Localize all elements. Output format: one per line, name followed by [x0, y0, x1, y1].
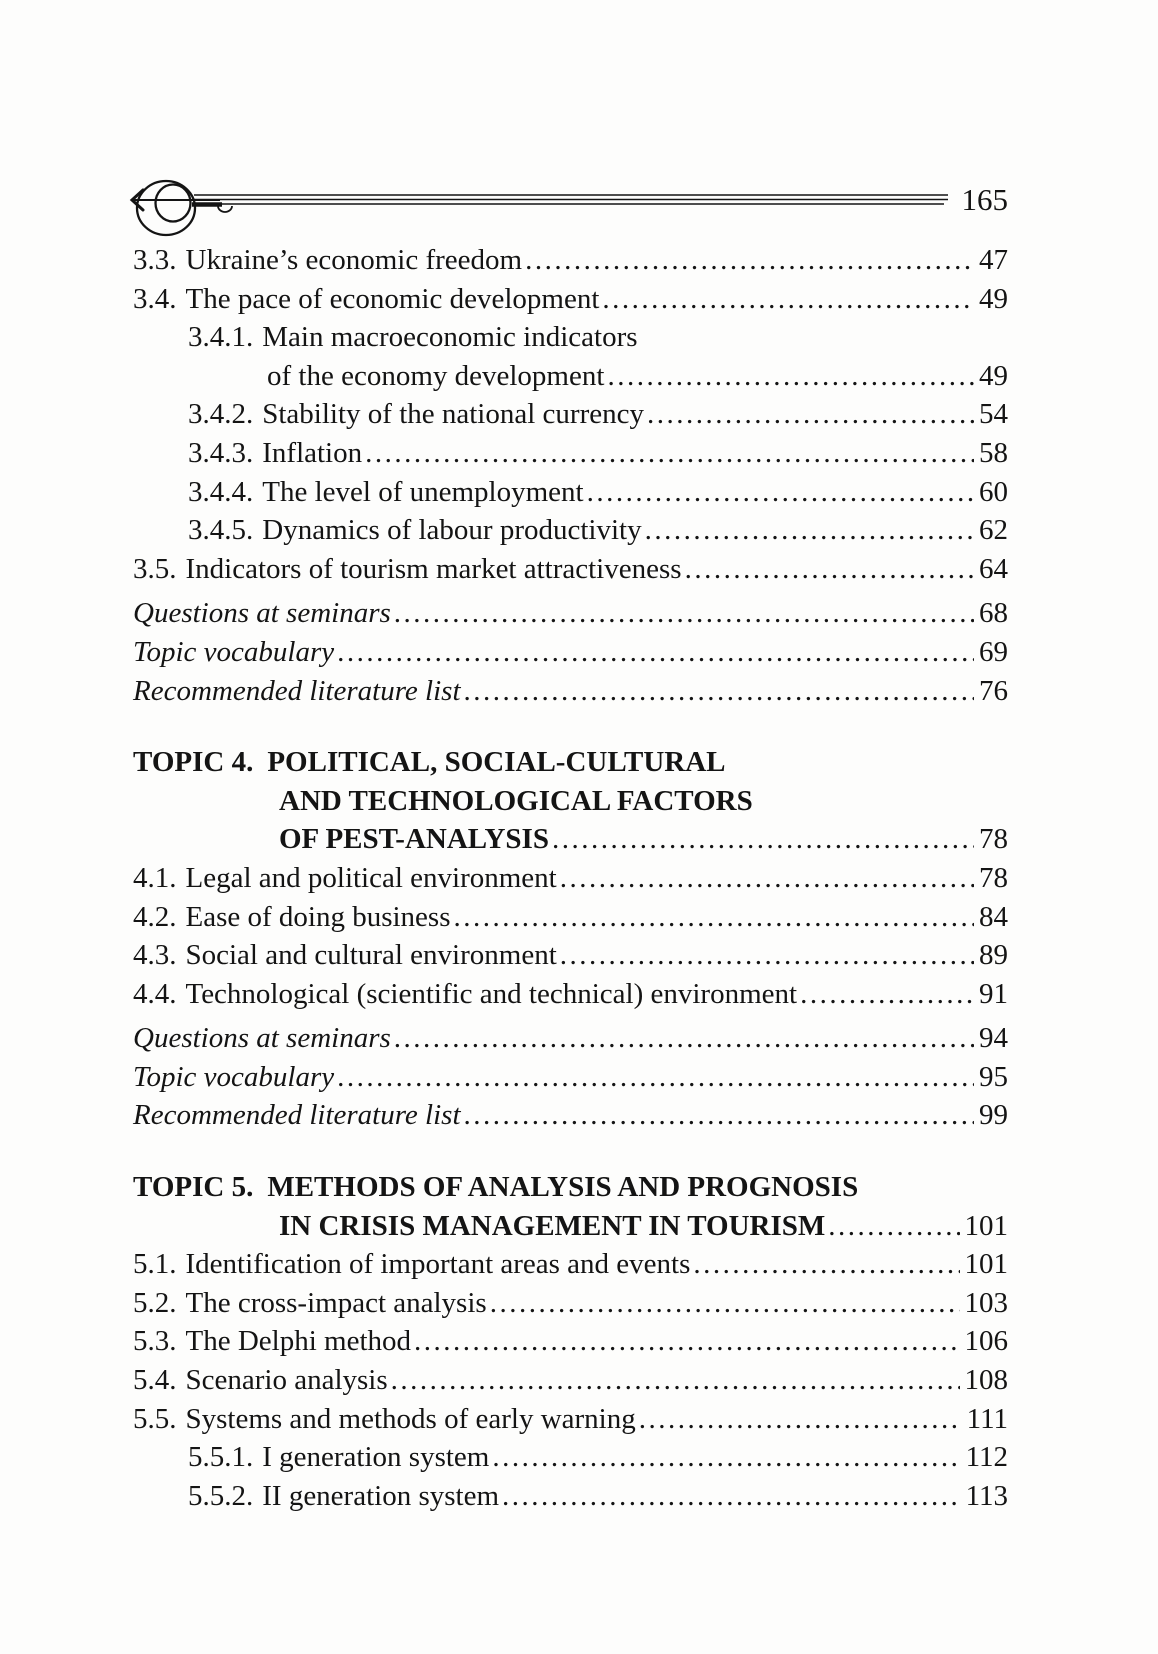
entry-number: 3.3. — [133, 244, 177, 276]
toc-topic-row — [133, 820, 1008, 859]
entry-number: 5.2. — [133, 1286, 177, 1319]
toc-entry-row — [133, 936, 1008, 975]
entry-number: 5.5. — [133, 1402, 177, 1435]
entry-page-number: 49 — [979, 359, 1008, 392]
toc-entry-row — [133, 1284, 1008, 1323]
entry-title: Topic vocabulary — [133, 635, 335, 668]
entry-page-number: 91 — [979, 977, 1008, 1010]
entry-number: 3.4. — [133, 282, 177, 315]
header-page-number: 165 — [961, 182, 1008, 217]
entry-title: of the economy development — [267, 359, 605, 392]
entry-page-number: 94 — [979, 1022, 1008, 1055]
entry-page-number: 69 — [979, 635, 1008, 668]
dot-leader — [492, 1438, 960, 1477]
entry-title: Questions at seminars — [133, 1022, 391, 1055]
toc-entry-row — [133, 434, 1008, 473]
dot-leader — [337, 633, 974, 672]
entry-number: 3.5. — [133, 552, 177, 585]
toc-entry-row — [133, 357, 1008, 396]
dot-leader — [365, 434, 974, 473]
entry-page-number: 89 — [979, 939, 1008, 972]
entry-title: Topic vocabulary — [133, 1060, 335, 1093]
toc-entry-row — [133, 975, 1008, 1014]
dot-leader — [391, 1361, 960, 1400]
dot-leader — [639, 1400, 962, 1439]
dot-leader — [587, 473, 974, 512]
entry-page-number: 78 — [979, 823, 1008, 856]
entry-page-number: 78 — [979, 861, 1008, 894]
dot-leader — [560, 859, 974, 898]
toc-topic-row — [133, 782, 1008, 821]
dot-leader — [394, 1019, 974, 1058]
entry-title: Dynamics of labour productivity — [262, 514, 642, 547]
toc-entry-row — [133, 898, 1008, 937]
entry-title: The pace of economic development — [185, 282, 600, 315]
entry-title: Legal and political environment — [185, 861, 557, 894]
entry-title: AND TECHNOLOGICAL FACTORS — [279, 784, 753, 817]
toc-entry-row — [133, 511, 1008, 550]
dot-leader — [414, 1322, 959, 1361]
toc-entry-row — [133, 1019, 1008, 1058]
entry-title: Indicators of tourism market attractiveness — [185, 552, 682, 585]
dot-leader — [602, 280, 974, 319]
toc-entry-row — [133, 473, 1008, 512]
entry-title: Scenario analysis — [185, 1364, 388, 1397]
dot-leader — [607, 357, 974, 396]
toc-entry-row — [133, 318, 1008, 357]
entry-number: 5.5.1. — [188, 1441, 254, 1474]
entry-page-number: 76 — [979, 674, 1008, 707]
entry-title: IN CRISIS MANAGEMENT IN TOURISM — [279, 1209, 826, 1242]
toc-entry-row — [133, 672, 1008, 711]
entry-page-number: 106 — [964, 1325, 1008, 1358]
entry-page-number: 113 — [965, 1479, 1008, 1512]
toc-entry-row — [133, 550, 1008, 589]
toc-entry-row — [133, 859, 1008, 898]
entry-number: 4.3. — [133, 939, 177, 972]
entry-number: 5.5.2. — [188, 1479, 254, 1512]
entry-number: 5.4. — [133, 1364, 177, 1397]
toc-topic-row — [133, 1168, 1008, 1207]
entry-number: 4.1. — [133, 861, 177, 894]
toc-entry-row — [133, 280, 1008, 319]
entry-title: Recommended literature list — [133, 1099, 461, 1132]
entry-title: The Delphi method — [185, 1325, 412, 1358]
entry-page-number: 101 — [964, 1248, 1008, 1281]
entry-title: Recommended literature list — [133, 674, 461, 707]
entry-page-number: 47 — [979, 244, 1008, 276]
entry-page-number: 54 — [979, 398, 1008, 431]
toc-entry-row — [133, 1096, 1008, 1135]
entry-page-number: 95 — [979, 1060, 1008, 1093]
entry-title: OF PEST-ANALYSIS — [279, 823, 549, 856]
entry-title: Technological (scientific and technical) environment — [185, 977, 798, 1010]
dot-leader — [645, 511, 974, 550]
entry-page-number: 108 — [964, 1364, 1008, 1397]
entry-title: I generation system — [262, 1441, 490, 1474]
page-header — [133, 172, 1008, 242]
toc-entry-row — [133, 1245, 1008, 1284]
entry-title: Main macroeconomic indicators — [262, 321, 638, 354]
entry-page-number: 112 — [965, 1441, 1008, 1474]
entry-number: TOPIC 4. — [133, 746, 254, 779]
entry-title: POLITICAL, SOCIAL-CULTURAL — [267, 746, 726, 779]
dot-leader — [502, 1477, 961, 1516]
entry-number: 3.4.1. — [188, 321, 254, 354]
entry-page-number: 68 — [979, 597, 1008, 630]
entry-title: Questions at seminars — [133, 597, 391, 630]
dot-leader — [490, 1284, 960, 1323]
entry-page-number: 101 — [964, 1209, 1008, 1242]
entry-title: The level of unemployment — [262, 475, 584, 508]
entry-page-number: 64 — [979, 552, 1008, 585]
dot-leader — [693, 1245, 959, 1284]
toc-entry-row — [133, 1438, 1008, 1477]
dot-leader — [552, 820, 974, 859]
dot-leader — [685, 550, 974, 589]
dot-leader — [454, 898, 975, 937]
entry-page-number: 111 — [966, 1402, 1008, 1435]
toc-topic-row — [133, 1207, 1008, 1246]
toc-entry-row — [133, 594, 1008, 633]
dot-leader — [647, 395, 974, 434]
toc-topic-row — [133, 743, 1008, 782]
toc-entry-row — [133, 633, 1008, 672]
toc-entry-row — [133, 1477, 1008, 1516]
toc-entry-row — [133, 1058, 1008, 1097]
toc-entry-row — [133, 1361, 1008, 1400]
entry-number: 4.4. — [133, 977, 177, 1010]
entry-title: Ukraine’s economic freedom — [185, 244, 523, 276]
entry-number: 5.3. — [133, 1325, 177, 1358]
entry-page-number: 99 — [979, 1099, 1008, 1132]
entry-number: TOPIC 5. — [133, 1171, 254, 1204]
entry-number: 3.4.2. — [188, 398, 254, 431]
dot-leader — [337, 1058, 974, 1097]
entry-number: 3.4.5. — [188, 514, 254, 547]
dot-leader — [800, 975, 974, 1014]
entry-number: 3.4.3. — [188, 436, 254, 469]
entry-page-number: 60 — [979, 475, 1008, 508]
entry-number: 3.4.4. — [188, 475, 254, 508]
toc-entry-row — [133, 241, 1008, 280]
entry-page-number: 84 — [979, 900, 1008, 933]
dot-leader — [464, 672, 974, 711]
toc-entry-row — [133, 395, 1008, 434]
dot-leader — [560, 936, 974, 975]
entry-page-number: 49 — [979, 282, 1008, 315]
dot-leader — [828, 1207, 959, 1246]
entry-page-number: 103 — [964, 1286, 1008, 1319]
entry-title: Ease of doing business — [185, 900, 451, 933]
dot-leader — [525, 241, 974, 280]
entry-number: 4.2. — [133, 900, 177, 933]
entry-number: 5.1. — [133, 1248, 177, 1281]
dot-leader — [394, 594, 974, 633]
entry-title: Identification of important areas and events — [185, 1248, 691, 1281]
toc-entry-row — [133, 1322, 1008, 1361]
entry-title: Stability of the national currency — [262, 398, 644, 431]
entry-title: The cross-impact analysis — [185, 1286, 487, 1319]
entry-title: II generation system — [262, 1479, 500, 1512]
entry-page-number: 58 — [979, 436, 1008, 469]
entry-page-number: 62 — [979, 514, 1008, 547]
toc-list — [133, 241, 1008, 1515]
entry-title: METHODS OF ANALYSIS AND PROGNOSIS — [267, 1171, 859, 1204]
dot-leader — [464, 1096, 974, 1135]
entry-title: Inflation — [262, 436, 363, 469]
entry-title: Social and cultural environment — [185, 939, 557, 972]
entry-title: Systems and methods of early warning — [185, 1402, 636, 1435]
header-ornament-arrow-icon — [128, 172, 956, 244]
toc-entry-row — [133, 1400, 1008, 1439]
